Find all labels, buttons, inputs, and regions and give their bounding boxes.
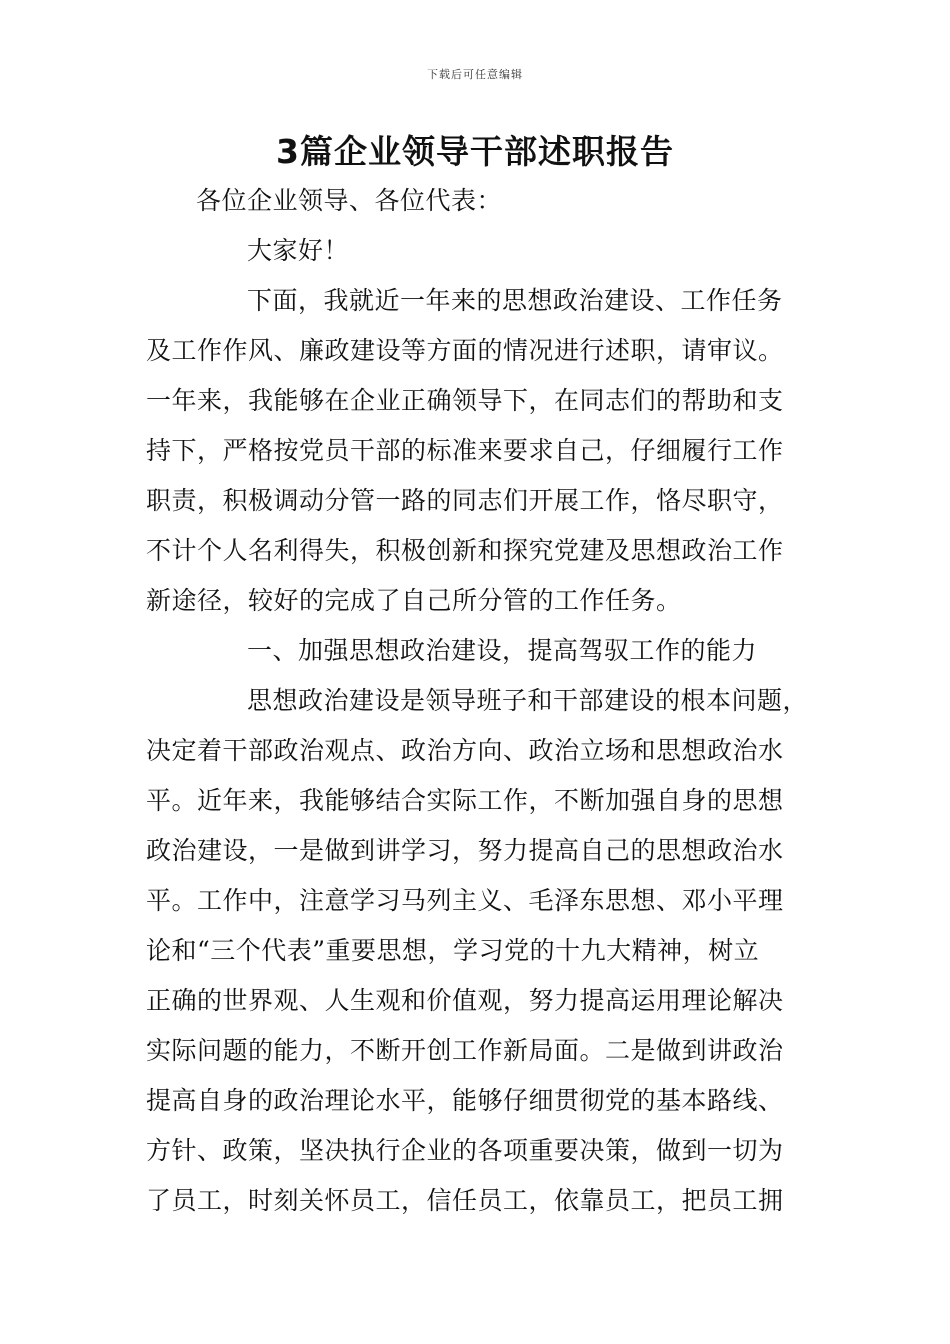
paragraph-line: 政治建设，一是做到讲学习，努力提高自己的思想政治水 (146, 836, 784, 865)
paragraph-line: 了员工，时刻关怀员工，信任员工，依靠员工，把员工拥 (146, 1186, 784, 1215)
paragraph-line: 方针、政策，坚决执行企业的各项重要决策，做到一切为 (146, 1136, 784, 1165)
paragraph-line: 及工作作风、廉政建设等方面的情况进行述职，请审议。 (146, 336, 784, 365)
document-body (146, 176, 809, 1226)
paragraph-line: 实际问题的能力，不断开创工作新局面。二是做到讲政治 (146, 1036, 784, 1065)
paragraph-line: 论和“三个代表”重要思想，学习党的十九大精神，树立 (146, 936, 760, 965)
paragraph-line: 平。工作中，注意学习马列主义、毛泽东思想、邓小平理 (146, 886, 784, 915)
paragraph-line: 平。近年来，我能够结合实际工作，不断加强自身的思想 (146, 786, 784, 815)
paragraph-line: 思想政治建设是领导班子和干部建设的根本问题， (247, 686, 809, 715)
salutation: 各位企业领导、各位代表： (196, 186, 503, 215)
paragraph-line: 持下，严格按党员干部的标准来要求自己，仔细履行工作 (146, 436, 784, 465)
paragraph-line: 下面，我就近一年来的思想政治建设、工作任务 (247, 286, 783, 315)
header-note: 下载后可任意编辑 (427, 68, 523, 81)
page-title: 3篇企业领导干部述职报告 (276, 132, 674, 171)
paragraph-line: 决定着干部政治观点、政治方向、政治立场和思想政治水 (146, 736, 784, 765)
paragraph-line: 不计个人名利得失，积极创新和探究党建及思想政治工作 (146, 536, 784, 565)
paragraph-line: 提高自身的政治理论水平，能够仔细贯彻党的基本路线、 (146, 1086, 784, 1115)
paragraph-line: 正确的世界观、人生观和价值观，努力提高运用理论解决 (146, 986, 784, 1015)
section-heading: 一、加强思想政治建设，提高驾驭工作的能力 (247, 636, 758, 665)
paragraph-line: 职责，积极调动分管一路的同志们开展工作，恪尽职守， (146, 486, 784, 515)
greeting: 大家好！ (247, 236, 350, 265)
paragraph-line: 一年来，我能够在企业正确领导下，在同志们的帮助和支 (146, 386, 784, 415)
paragraph-line: 新途径，较好的完成了自己所分管的工作任务。 (146, 586, 682, 615)
